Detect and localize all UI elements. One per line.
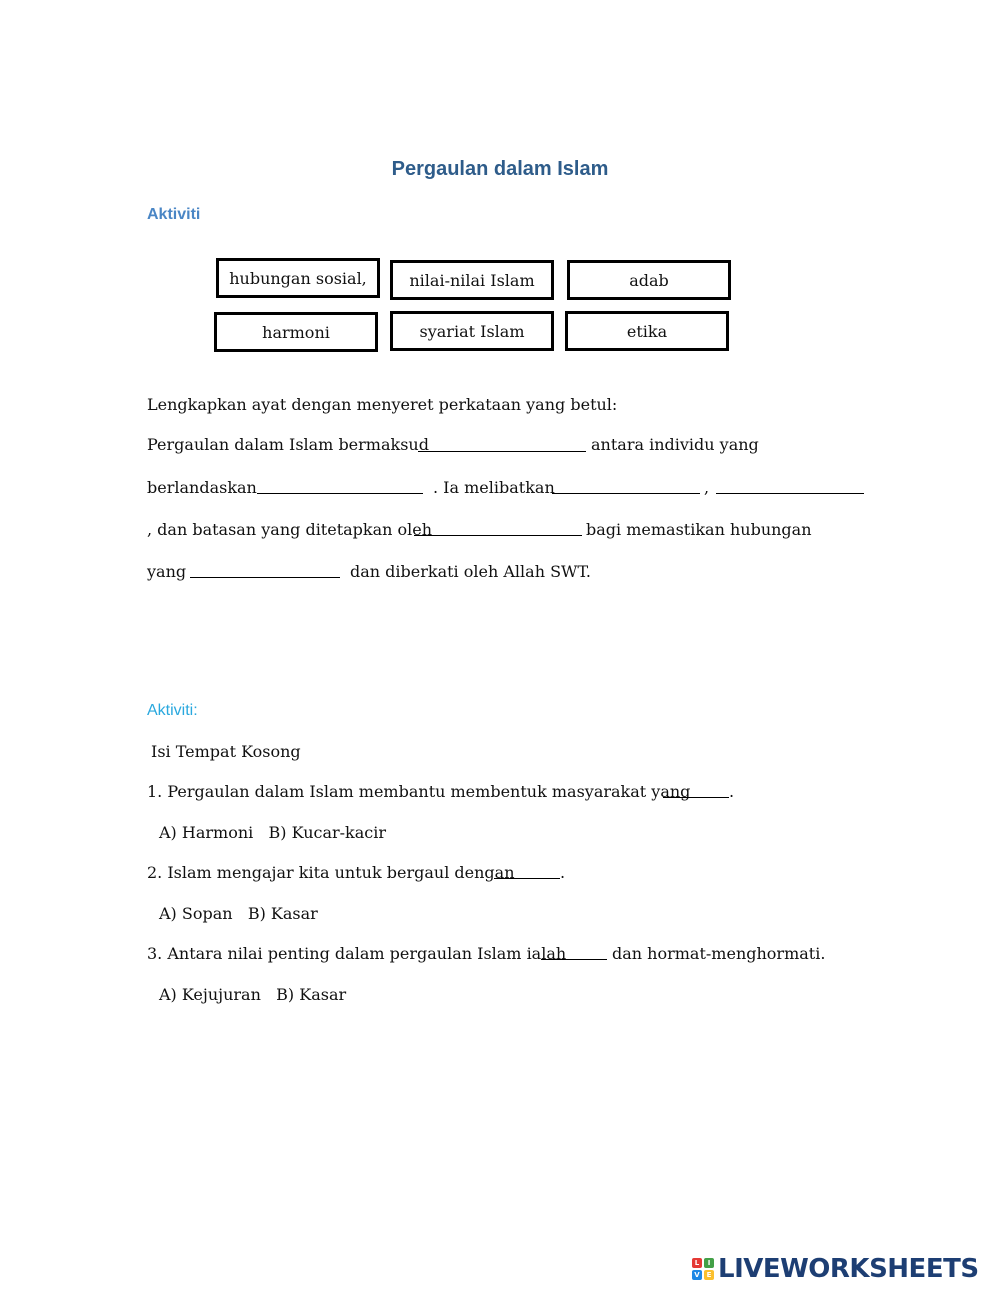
drop-blank-1[interactable] — [418, 451, 586, 452]
paragraph-text: , dan batasan yang ditetapkan oleh — [147, 520, 433, 539]
question-1-text: 1. Pergaulan dalam Islam membantu membentuk masyarakat yang — [147, 782, 691, 801]
word-card-harmoni[interactable]: harmoni — [214, 312, 378, 352]
question-3-blank[interactable] — [541, 959, 607, 960]
paragraph-text: dan diberkati oleh Allah SWT. — [350, 562, 591, 581]
drop-blank-6[interactable] — [190, 577, 340, 578]
section-heading-activity-2: Aktiviti: — [147, 702, 198, 719]
logo-text: LIVEWORKSHEETS — [718, 1254, 979, 1284]
word-card-syariat-islam[interactable]: syariat Islam — [390, 311, 554, 351]
question-1-blank[interactable] — [663, 797, 729, 798]
word-card-etika[interactable]: etika — [565, 311, 729, 351]
paragraph-text: berlandaskan — [147, 478, 257, 497]
drop-blank-3[interactable] — [552, 493, 700, 494]
question-3-end: dan hormat-menghormati. — [612, 944, 826, 963]
word-card-nilai-nilai-islam[interactable]: nilai-nilai Islam — [390, 260, 554, 300]
word-card-hubungan-sosial[interactable]: hubungan sosial, — [216, 258, 380, 298]
page-title: Pergaulan dalam Islam — [391, 158, 609, 180]
paragraph-text: . Ia melibatkan — [433, 478, 555, 497]
question-2-options: A) Sopan B) Kasar — [159, 904, 318, 923]
drop-blank-2[interactable] — [257, 493, 423, 494]
paragraph-text: , — [704, 478, 710, 497]
section-subtitle: Isi Tempat Kosong — [151, 742, 301, 761]
question-1-end: . — [729, 782, 735, 801]
instruction-text: Lengkapkan ayat dengan menyeret perkataan yang betul: — [147, 395, 618, 414]
question-3-options: A) Kejujuran B) Kasar — [159, 985, 347, 1004]
question-2-blank[interactable] — [494, 878, 560, 879]
drop-blank-4[interactable] — [716, 493, 864, 494]
word-card-adab[interactable]: adab — [567, 260, 731, 300]
logo-mark-icon: L I V E — [692, 1258, 714, 1280]
paragraph-text: antara individu yang — [591, 435, 759, 454]
liveworksheets-logo — [692, 1252, 979, 1286]
paragraph-text: yang — [147, 562, 187, 581]
question-2-end: . — [560, 863, 566, 882]
question-1-options: A) Harmoni B) Kucar-kacir — [159, 823, 387, 842]
paragraph-text: bagi memastikan hubungan — [586, 520, 812, 539]
question-3-text: 3. Antara nilai penting dalam pergaulan Islam ialah — [147, 944, 567, 963]
drop-blank-5[interactable] — [414, 535, 582, 536]
section-heading-activity-1: Aktiviti — [147, 206, 201, 223]
question-2-text: 2. Islam mengajar kita untuk bergaul dengan — [147, 863, 515, 882]
paragraph-text: Pergaulan dalam Islam bermaksud — [147, 435, 429, 454]
